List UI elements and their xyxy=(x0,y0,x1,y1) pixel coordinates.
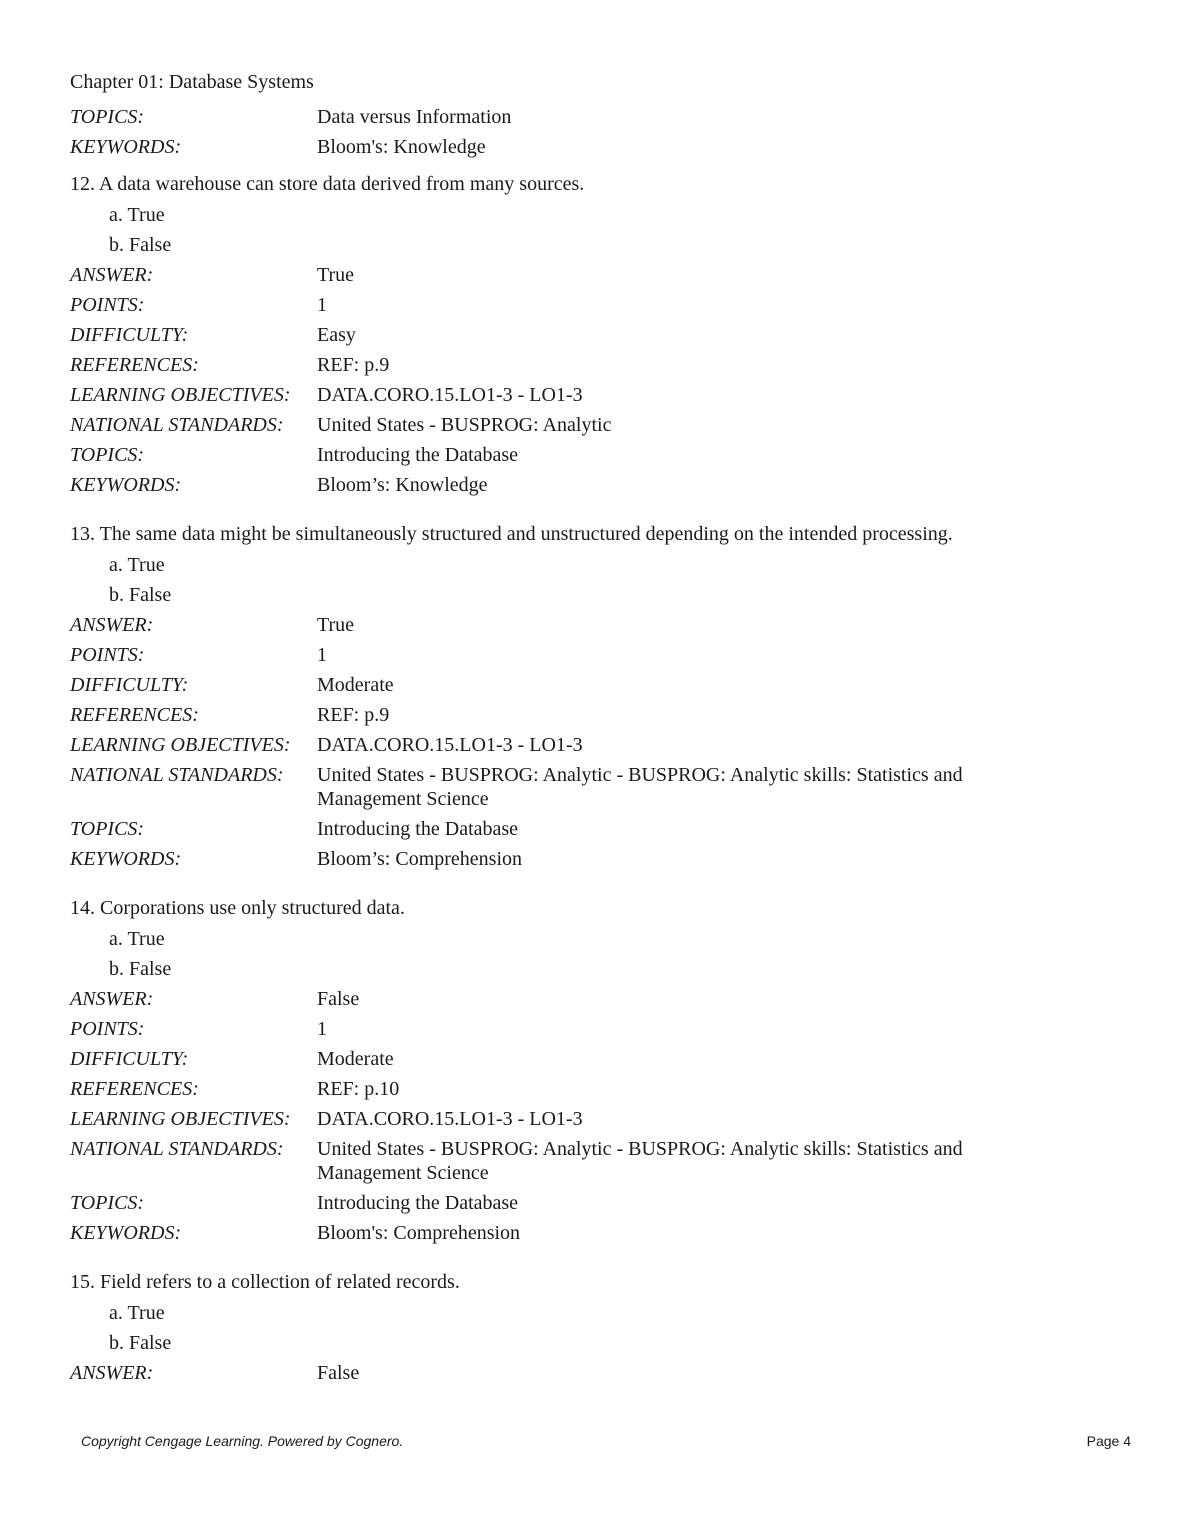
meta-value: Bloom’s: Knowledge xyxy=(317,474,488,496)
meta-value: Introducing the Database xyxy=(317,818,519,840)
meta-value: Introducing the Database xyxy=(317,1192,519,1214)
question-text: 15. Field refers to a collection of related records. xyxy=(70,1271,460,1293)
page-footer xyxy=(81,1433,1131,1453)
meta-row-national-standards xyxy=(70,1137,1130,1185)
meta-value: Data versus Information xyxy=(317,106,512,128)
meta-row xyxy=(70,105,1130,129)
meta-row-answer xyxy=(70,613,1130,637)
meta-value: Introducing the Database xyxy=(317,444,519,466)
question-text: 12. A data warehouse can store data derived from many sources. xyxy=(70,173,585,195)
question-14 xyxy=(70,895,1130,1245)
meta-row-answer xyxy=(70,263,1130,287)
option-false: b. False xyxy=(109,1332,172,1354)
meta-row-topics xyxy=(70,1191,1130,1215)
option-true: a. True xyxy=(109,204,165,226)
meta-value: True xyxy=(317,614,355,636)
meta-label: REFERENCES: xyxy=(70,1078,199,1100)
meta-label: TOPICS: xyxy=(70,1192,145,1214)
page-number: Page 4 xyxy=(1086,1433,1131,1449)
meta-value: DATA.CORO.15.LO1-3 - LO1-3 xyxy=(317,1108,583,1130)
meta-row-learning-objectives xyxy=(70,733,1130,757)
meta-row-difficulty xyxy=(70,673,1130,697)
meta-row-keywords xyxy=(70,1221,1130,1245)
meta-value: DATA.CORO.15.LO1-3 - LO1-3 xyxy=(317,734,583,756)
meta-label: NATIONAL STANDARDS: xyxy=(70,1138,284,1160)
meta-value: REF: p.9 xyxy=(317,354,390,376)
meta-value: REF: p.9 xyxy=(317,704,390,726)
meta-label: ANSWER: xyxy=(70,264,154,286)
meta-label: ANSWER: xyxy=(70,988,154,1010)
meta-label: LEARNING OBJECTIVES: xyxy=(70,1108,291,1130)
meta-row-references xyxy=(70,1077,1130,1101)
meta-value: United States - BUSPROG: Analytic - BUSPROG: Analytic skills: Statistics and Management Science xyxy=(317,764,963,810)
meta-label: KEYWORDS: xyxy=(70,848,182,870)
meta-value: Bloom's: Comprehension xyxy=(317,1222,521,1244)
option-true: a. True xyxy=(109,554,165,576)
meta-label: LEARNING OBJECTIVES: xyxy=(70,734,291,756)
meta-label: DIFFICULTY: xyxy=(70,674,189,696)
meta-row-keywords xyxy=(70,473,1130,497)
meta-label: ANSWER: xyxy=(70,614,154,636)
meta-label: REFERENCES: xyxy=(70,704,199,726)
document-page xyxy=(70,69,1130,1385)
meta-value: False xyxy=(317,988,360,1010)
copyright-text: Copyright Cengage Learning. Powered by Cognero. xyxy=(81,1433,404,1449)
meta-value: Moderate xyxy=(317,1048,394,1070)
question-13 xyxy=(70,521,1130,871)
meta-value: 1 xyxy=(317,644,327,666)
meta-row-difficulty xyxy=(70,1047,1130,1071)
option-true: a. True xyxy=(109,1302,165,1324)
meta-label: POINTS: xyxy=(70,644,145,666)
meta-value: 1 xyxy=(317,1018,327,1040)
meta-value: 1 xyxy=(317,294,327,316)
meta-label: DIFFICULTY: xyxy=(70,324,189,346)
meta-label: NATIONAL STANDARDS: xyxy=(70,414,284,436)
meta-row-learning-objectives xyxy=(70,1107,1130,1131)
meta-value: Moderate xyxy=(317,674,394,696)
meta-row-keywords xyxy=(70,847,1130,871)
meta-label: LEARNING OBJECTIVES: xyxy=(70,384,291,406)
meta-value: True xyxy=(317,264,355,286)
meta-row-answer xyxy=(70,987,1130,1011)
meta-row-answer xyxy=(70,1361,1130,1385)
meta-label: TOPICS: xyxy=(70,106,145,128)
question-12 xyxy=(70,171,1130,497)
meta-value: DATA.CORO.15.LO1-3 - LO1-3 xyxy=(317,384,583,406)
meta-row xyxy=(70,135,1130,159)
meta-row-learning-objectives xyxy=(70,383,1130,407)
meta-value: United States - BUSPROG: Analytic xyxy=(317,414,612,436)
option-false: b. False xyxy=(109,234,172,256)
meta-row-references xyxy=(70,353,1130,377)
meta-row-national-standards xyxy=(70,763,1130,811)
option-false: b. False xyxy=(109,958,172,980)
meta-row-references xyxy=(70,703,1130,727)
question-text: 13. The same data might be simultaneously structured and unstructured depending on the intended processing. xyxy=(70,523,953,545)
meta-label: KEYWORDS: xyxy=(70,474,182,496)
option-false: b. False xyxy=(109,584,172,606)
meta-label: TOPICS: xyxy=(70,444,145,466)
option-true: a. True xyxy=(109,928,165,950)
meta-row-topics xyxy=(70,443,1130,467)
meta-value: Easy xyxy=(317,324,356,346)
meta-value: Bloom's: Knowledge xyxy=(317,136,486,158)
meta-row-national-standards xyxy=(70,413,1130,437)
meta-label: NATIONAL STANDARDS: xyxy=(70,764,284,786)
meta-value: Bloom’s: Comprehension xyxy=(317,848,522,870)
meta-row-points xyxy=(70,1017,1130,1041)
meta-row-topics xyxy=(70,817,1130,841)
meta-label: POINTS: xyxy=(70,294,145,316)
question-text: 14. Corporations use only structured data. xyxy=(70,897,405,919)
meta-label: KEYWORDS: xyxy=(70,1222,182,1244)
meta-value: False xyxy=(317,1362,360,1384)
meta-label: TOPICS: xyxy=(70,818,145,840)
meta-label: REFERENCES: xyxy=(70,354,199,376)
meta-value: REF: p.10 xyxy=(317,1078,400,1100)
meta-row-points xyxy=(70,643,1130,667)
top-meta xyxy=(70,105,1130,159)
chapter-title: Chapter 01: Database Systems xyxy=(70,71,314,93)
meta-value: United States - BUSPROG: Analytic - BUSPROG: Analytic skills: Statistics and Management Science xyxy=(317,1138,963,1184)
meta-row-difficulty xyxy=(70,323,1130,347)
meta-label: ANSWER: xyxy=(70,1362,154,1384)
meta-label: DIFFICULTY: xyxy=(70,1048,189,1070)
meta-row-points xyxy=(70,293,1130,317)
question-15 xyxy=(70,1269,1130,1385)
meta-label: POINTS: xyxy=(70,1018,145,1040)
meta-label: KEYWORDS: xyxy=(70,136,182,158)
